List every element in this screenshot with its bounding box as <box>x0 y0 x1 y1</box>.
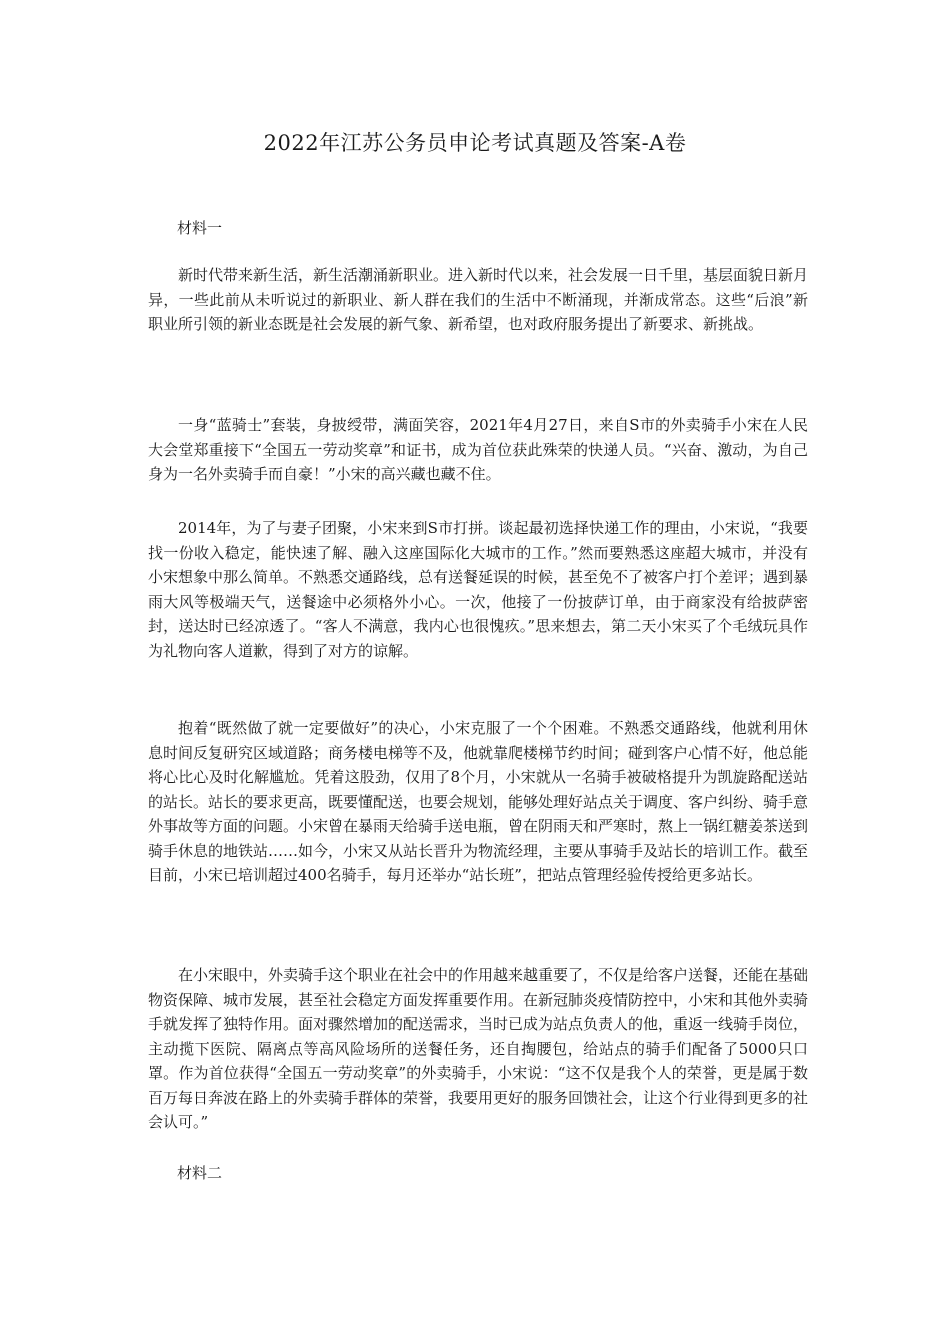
paragraph-4: 抱着“既然做了就一定要做好”的决心，小宋克服了一个个困难。不熟悉交通路线，他就利用休息时间反复研究区域道路；商务楼电梯等不及，他就靠爬楼梯节约时间；碰到客户心情不好，他总能将心比心及时化解尴尬。凭着这股劲，仅用了8个月，小宋就从一名骑手被破格提升为凯旋路配送站的站长。站长的要求更高，既要懂配送，也要会规划，能够处理好站点关于调度、客户纠纷、骑手意外事故等方面的问题。小宋曾在暴雨天给骑手送电瓶，曾在阴雨天和严寒时，熬上一锅红糖姜茶送到骑手休息的地铁站……如今，小宋又从站长晋升为物流经理，主要从事骑手及站长的培训工作。截至目前，小宋已培训超过400名骑手，每月还举办“站长班”，把站点管理经验传授给更多站长。 <box>148 719 809 884</box>
material-2-heading: 材料二 <box>177 1164 223 1182</box>
material-1-heading: 材料一 <box>177 219 223 237</box>
paragraph-3: 2014年，为了与妻子团聚，小宋来到S市打拼。谈起最初选择快递工作的理由，小宋说，“我要找一份收入稳定，能快速了解、融入这座国际化大城市的工作。”然而要熟悉这座超大城市，并没有小宋想象中那么简单。不熟悉交通路线，总有送餐延误的时候，甚至免不了被客户打个差评；遇到暴雨大风等极端天气，送餐途中必须格外小心。一次，他接了一份披萨订单，由于商家没有给披萨密封，送达时已经凉透了。“客人不满意，我内心也很愧疚。”思来想去，第二天小宋买了个毛绒玩具作为礼物向客人道歉，得到了对方的谅解。 <box>148 519 809 660</box>
paragraph-2: 一身“蓝骑士”套装，身披绶带，满面笑容，2021年4月27日，来自S市的外卖骑手小宋在人民大会堂郑重接下“全国五一劳动奖章”和证书，成为首位获此殊荣的快递人员。“兴奋、激动，为自己身为一名外卖骑手而自豪！”小宋的高兴藏也藏不住。 <box>148 416 808 483</box>
paragraph-5: 在小宋眼中，外卖骑手这个职业在社会中的作用越来越重要了，不仅是给客户送餐，还能在基础物资保障、城市发展，甚至社会稳定方面发挥重要作用。在新冠肺炎疫情防控中，小宋和其他外卖骑手就发挥了独特作用。面对骤然增加的配送需求，当时已成为站点负责人的他，重返一线骑手岗位，主动揽下医院、隔离点等高风险场所的送餐任务，还自掏腰包，给站点的骑手们配备了5000只口罩。作为首位获得“全国五一劳动奖章”的外卖骑手，小宋说：“这不仅是我个人的荣誉，更是属于数百万每日奔波在路上的外卖骑手群体的荣誉，我要用更好的服务回馈社会，让这个行业得到更多的社会认可。” <box>148 966 809 1131</box>
paragraph-1: 新时代带来新生活，新生活潮涌新职业。进入新时代以来，社会发展一日千里，基层面貌日新月异，一些此前从未听说过的新职业、新人群在我们的生活中不断涌现，并渐成常态。这些“后浪”新职业所引领的新业态既是社会发展的新气象、新希望，也对政府服务提出了新要求、新挑战。 <box>148 266 809 333</box>
document-title: 2022年江苏公务员申论考试真题及答案-A卷 <box>263 131 687 155</box>
